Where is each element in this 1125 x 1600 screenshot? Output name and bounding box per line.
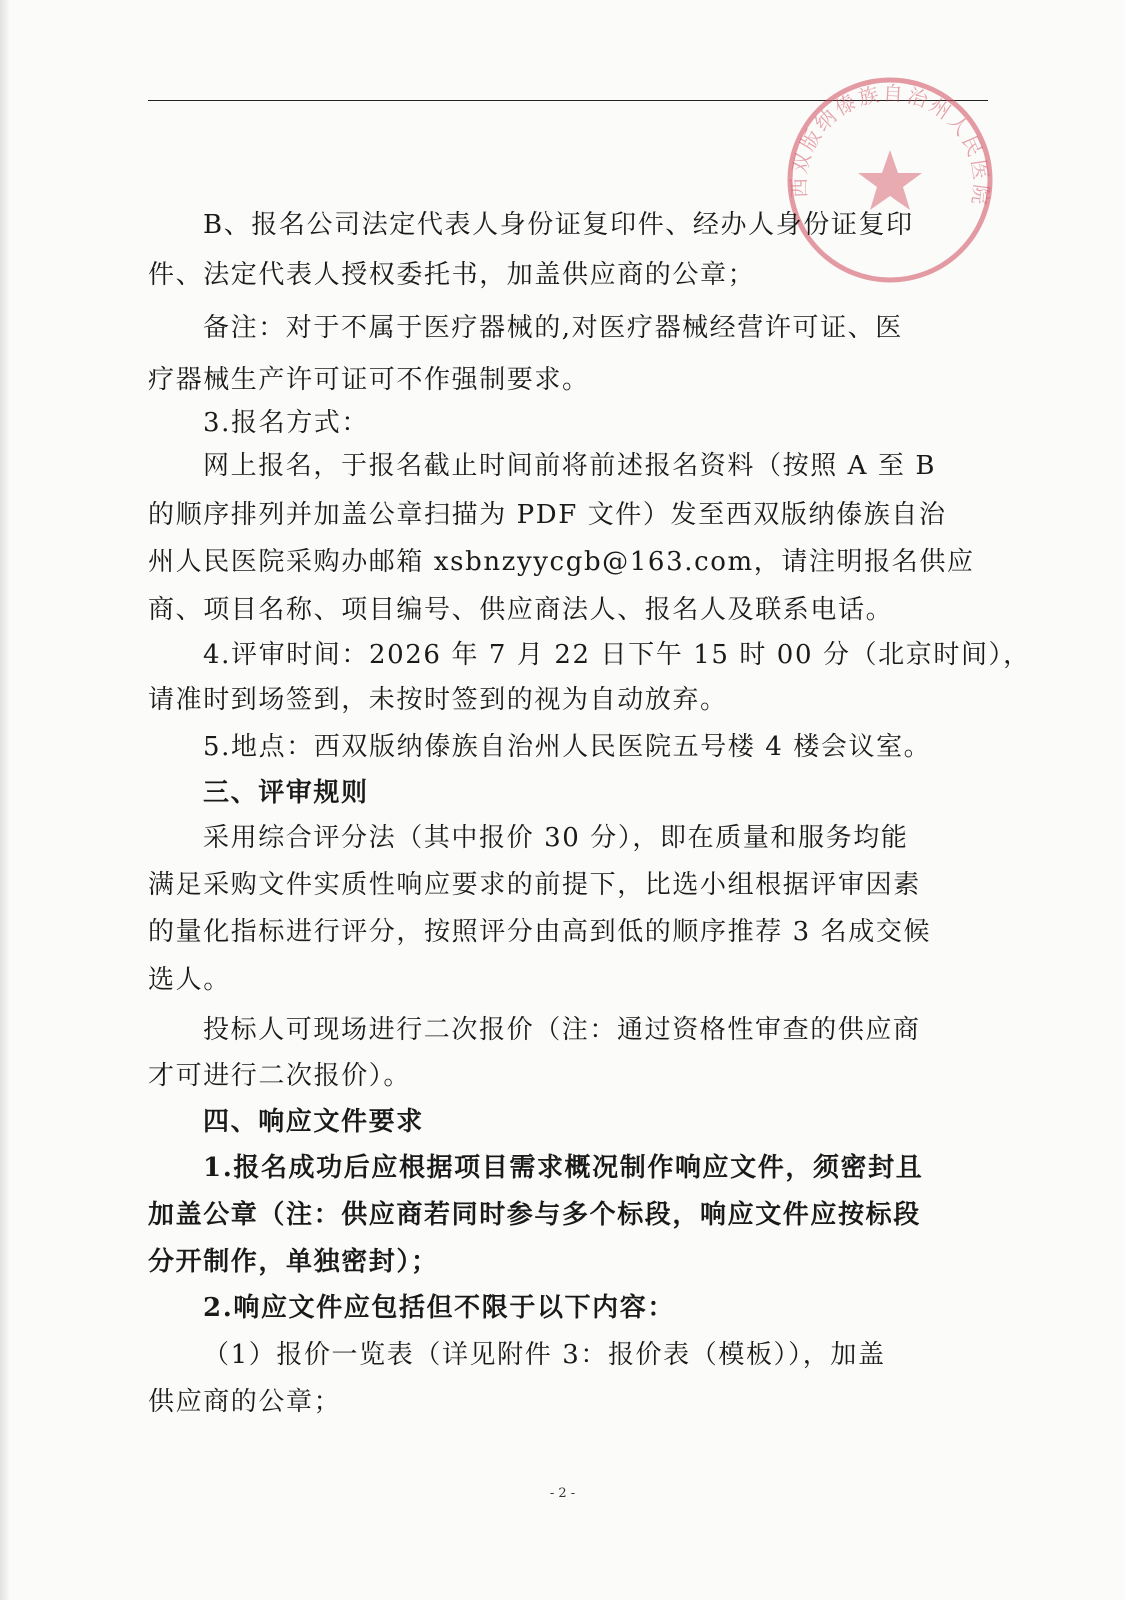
text-line: B、报名公司法定代表人身份证复印件、经办人身份证复印 (203, 210, 914, 240)
text-line: 请准时到场签到，未按时签到的视为自动放弃。 (148, 685, 728, 715)
section-heading: 三、评审规则 (203, 778, 369, 808)
text-line: 采用综合评分法（其中报价 30 分），即在质量和服务均能 (203, 823, 909, 853)
text-line: 的顺序排列并加盖公章扫描为 PDF 文件）发至西双版纳傣族自治 (148, 500, 947, 530)
text-line: 供应商的公章； (148, 1387, 342, 1417)
text-line: 才可进行二次报价）。 (148, 1061, 412, 1091)
text-line: 的量化指标进行评分，按照评分由高到低的顺序推荐 3 名成交候 (148, 917, 932, 947)
text-line: 2.响应文件应包括但不限于以下内容： (203, 1293, 675, 1323)
text-line: 选人。 (148, 965, 231, 995)
text-line: 4.评审时间：2026 年 7 月 22 日下午 15 时 00 分（北京时间）， (203, 640, 1031, 670)
text-line: 商、项目名称、项目编号、供应商法人、报名人及联系电话。 (148, 595, 894, 625)
text-line: 3.报名方式： (203, 408, 370, 438)
text-line: 投标人可现场进行二次报价（注：通过资格性审查的供应商 (203, 1015, 921, 1045)
text-line: 备注：对于不属于医疗器械的,对医疗器械经营许可证、医 (203, 313, 903, 343)
text-line: 加盖公章（注：供应商若同时参与多个标段，响应文件应按标段 (148, 1200, 921, 1230)
seal-text: 西双版纳傣族自治州人民医院 (786, 80, 994, 209)
section-heading: 四、响应文件要求 (203, 1107, 424, 1137)
text-line: 件、法定代表人授权委托书，加盖供应商的公章； (148, 260, 756, 290)
text-line: （1）报价一览表（详见附件 3：报价表（模板）），加盖 (203, 1340, 886, 1370)
page-number: - 2 - (549, 1486, 576, 1501)
text-line: 1.报名成功后应根据项目需求概况制作响应文件，须密封且 (203, 1153, 924, 1183)
text-line: 网上报名，于报名截止时间前将前述报名资料（按照 A 至 B (203, 451, 937, 481)
text-line: 5.地点：西双版纳傣族自治州人民医院五号楼 4 楼会议室。 (203, 732, 932, 762)
text-line: 疗器械生产许可证可不作强制要求。 (148, 365, 590, 395)
text-line: 分开制作，单独密封）； (148, 1247, 439, 1277)
official-seal (770, 60, 1010, 300)
seal-graphic (770, 60, 1010, 300)
text-line: 满足采购文件实质性响应要求的前提下，比选小组根据评审因素 (148, 870, 921, 900)
page-edge-shadow (0, 0, 10, 1600)
text-line: 州人民医院采购办邮箱 xsbnzyycgb@163.com，请注明报名供应 (148, 547, 975, 577)
